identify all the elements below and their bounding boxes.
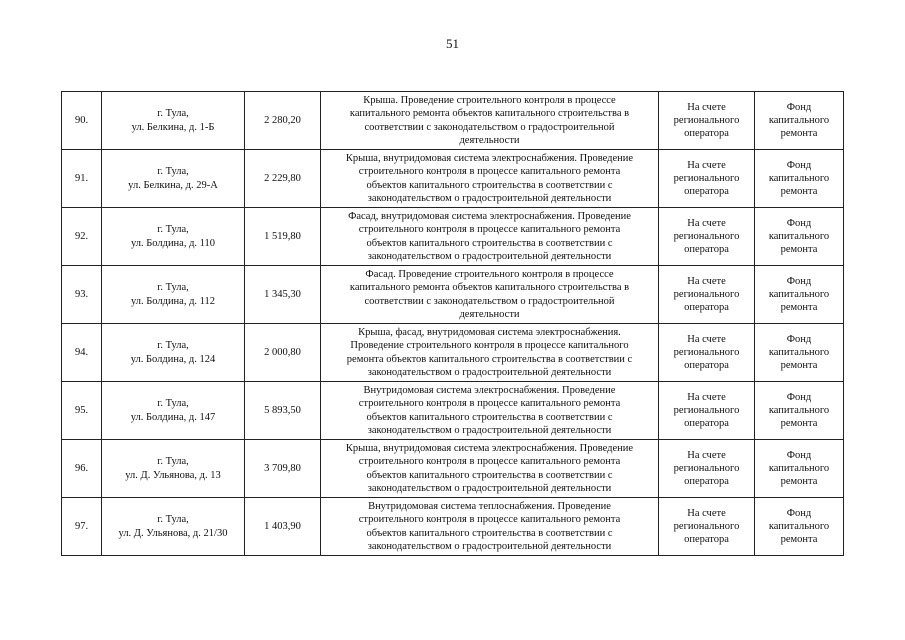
work-description-cell [321, 92, 659, 150]
account-line: регионального [673, 462, 740, 474]
work-description-line: соответствии с законодательством о градостроительной [364, 295, 615, 307]
work-description-cell [321, 440, 659, 498]
account-cell [659, 498, 755, 556]
row-number: 93. [74, 288, 89, 300]
address-cell [102, 208, 245, 266]
address-street: ул. Белкина, д. 1-Б [131, 121, 215, 133]
fund-cell [755, 208, 844, 266]
fund-cell [755, 150, 844, 208]
area-cell [245, 208, 321, 266]
account-line: На счете [687, 507, 726, 519]
work-description-line: Крыша, внутридомовая система электроснабжения. Проведение [345, 442, 634, 454]
address-city: г. Тула, [157, 340, 189, 352]
fund-line: Фонд [786, 101, 812, 113]
work-description-line: законодательством о градостроительной деятельности [367, 192, 612, 204]
account-line: На счете [687, 333, 726, 345]
row-number: 94. [74, 346, 89, 358]
row-number: 91. [74, 172, 89, 184]
fund-line: ремонта [780, 418, 818, 430]
address-city: г. Тула, [157, 108, 189, 120]
work-description-cell [321, 150, 659, 208]
page-number: 51 [446, 36, 459, 51]
account-cell [659, 150, 755, 208]
work-description-line: объектов капитального строительства в соответствии с [366, 527, 613, 539]
table-row [62, 266, 844, 324]
fund-cell [755, 324, 844, 382]
account-line: На счете [687, 391, 726, 403]
row-number-cell [62, 440, 102, 498]
row-number: 96. [74, 462, 89, 474]
work-description-line: законодательством о градостроительной деятельности [367, 366, 612, 378]
work-description-cell [321, 208, 659, 266]
fund-line: Фонд [786, 275, 812, 287]
fund-line: капитального [768, 346, 830, 358]
fund-cell [755, 92, 844, 150]
area-value: 1 403,90 [264, 520, 301, 532]
work-description-cell [321, 498, 659, 556]
fund-line: Фонд [786, 159, 812, 171]
work-description-cell [321, 324, 659, 382]
area-cell [245, 324, 321, 382]
address-cell [102, 324, 245, 382]
work-description-line: деятельности [459, 308, 520, 320]
area-value: 2 000,80 [264, 346, 301, 358]
row-number: 90. [74, 114, 89, 126]
area-value: 1 519,80 [264, 230, 301, 242]
fund-line: ремонта [780, 186, 818, 198]
fund-line: ремонта [780, 360, 818, 372]
area-cell [245, 92, 321, 150]
account-line: регионального [673, 520, 740, 532]
fund-line: Фонд [786, 333, 812, 345]
fund-cell [755, 440, 844, 498]
fund-line: Фонд [786, 391, 812, 403]
address-street: ул. Болдина, д. 110 [130, 237, 216, 249]
account-line: регионального [673, 114, 740, 126]
address-city: г. Тула, [157, 398, 189, 410]
address-street: ул. Болдина, д. 147 [130, 411, 216, 423]
table-row [62, 440, 844, 498]
account-line: регионального [673, 288, 740, 300]
table-row [62, 208, 844, 266]
fund-cell [755, 266, 844, 324]
fund-line: капитального [768, 114, 830, 126]
work-description-line: строительного контроля в процессе капитального ремонта [358, 456, 621, 468]
row-number-cell [62, 498, 102, 556]
fund-line: ремонта [780, 128, 818, 140]
account-line: На счете [687, 449, 726, 461]
work-description-line: законодательством о градостроительной деятельности [367, 424, 612, 436]
row-number-cell [62, 382, 102, 440]
work-description-line: капитального ремонта объектов капитального строительства в [349, 108, 630, 120]
work-description-line: соответствии с законодательством о градостроительной [364, 121, 615, 133]
table-row [62, 92, 844, 150]
work-description-line: объектов капитального строительства в соответствии с [366, 179, 613, 191]
account-cell [659, 382, 755, 440]
address-street: ул. Болдина, д. 112 [130, 295, 216, 307]
account-line: На счете [687, 275, 726, 287]
address-cell [102, 440, 245, 498]
address-street: ул. Болдина, д. 124 [130, 353, 216, 365]
row-number-cell [62, 208, 102, 266]
account-line: На счете [687, 159, 726, 171]
area-cell [245, 498, 321, 556]
work-description-line: Проведение строительного контроля в процессе капитального [350, 340, 629, 352]
table-row [62, 498, 844, 556]
account-cell [659, 92, 755, 150]
fund-line: Фонд [786, 507, 812, 519]
work-description-line: Крыша, внутридомовая система электроснабжения. Проведение [345, 152, 634, 164]
fund-line: капитального [768, 520, 830, 532]
fund-line: капитального [768, 230, 830, 242]
row-number-cell [62, 324, 102, 382]
fund-line: ремонта [780, 534, 818, 546]
area-value: 2 280,20 [264, 114, 301, 126]
fund-line: капитального [768, 172, 830, 184]
fund-line: Фонд [786, 449, 812, 461]
area-cell [245, 150, 321, 208]
account-cell [659, 208, 755, 266]
account-cell [659, 440, 755, 498]
work-description-line: ремонта объектов капитального строительства в соответствии с [346, 353, 633, 365]
account-line: оператора [684, 534, 729, 546]
account-line: оператора [684, 128, 729, 140]
work-description-line: Крыша, фасад, внутридомовая система электроснабжения. [358, 326, 621, 338]
work-description-line: строительного контроля в процессе капитального ремонта [358, 166, 621, 178]
area-cell [245, 440, 321, 498]
work-description-cell [321, 382, 659, 440]
work-description-line: законодательством о градостроительной деятельности [367, 540, 612, 552]
address-city: г. Тула, [157, 224, 189, 236]
area-cell [245, 266, 321, 324]
account-line: оператора [684, 418, 729, 430]
fund-line: ремонта [780, 302, 818, 314]
fund-cell [755, 382, 844, 440]
work-description-line: объектов капитального строительства в соответствии с [366, 237, 613, 249]
address-cell [102, 382, 245, 440]
area-cell [245, 382, 321, 440]
address-street: ул. Д. Ульянова, д. 21/30 [118, 527, 228, 539]
work-description-line: капитального ремонта объектов капитального строительства в [349, 282, 630, 294]
work-description-line: Фасад. Проведение строительного контроля в процессе [365, 268, 614, 280]
address-cell [102, 498, 245, 556]
fund-line: капитального [768, 462, 830, 474]
work-description-line: строительного контроля в процессе капитального ремонта [358, 398, 621, 410]
address-cell [102, 150, 245, 208]
work-description-line: объектов капитального строительства в соответствии с [366, 411, 613, 423]
row-number-cell [62, 92, 102, 150]
work-description-line: Фасад, внутридомовая система электроснабжения. Проведение [348, 210, 631, 222]
row-number-cell [62, 150, 102, 208]
table-body [62, 92, 844, 556]
fund-line: капитального [768, 288, 830, 300]
area-value: 3 709,80 [264, 462, 301, 474]
account-cell [659, 266, 755, 324]
account-line: регионального [673, 230, 740, 242]
row-number: 95. [74, 404, 89, 416]
fund-line: ремонта [780, 244, 818, 256]
work-description-line: строительного контроля в процессе капитального ремонта [358, 224, 621, 236]
fund-cell [755, 498, 844, 556]
address-cell [102, 266, 245, 324]
work-description-line: Крыша. Проведение строительного контроля в процессе [363, 94, 616, 106]
work-description-line: строительного контроля в процессе капитального ремонта [358, 514, 621, 526]
account-line: На счете [687, 101, 726, 113]
account-line: регионального [673, 172, 740, 184]
area-value: 2 229,80 [264, 172, 301, 184]
repair-program-table [61, 91, 844, 556]
table-row [62, 324, 844, 382]
row-number: 97. [74, 520, 89, 532]
account-line: оператора [684, 360, 729, 372]
address-city: г. Тула, [157, 282, 189, 294]
work-description-line: законодательством о градостроительной деятельности [367, 250, 612, 262]
work-description-line: объектов капитального строительства в соответствии с [366, 469, 613, 481]
account-line: регионального [673, 346, 740, 358]
address-cell [102, 92, 245, 150]
work-description-cell [321, 266, 659, 324]
account-line: На счете [687, 217, 726, 229]
account-line: регионального [673, 404, 740, 416]
row-number-cell [62, 266, 102, 324]
area-value: 1 345,30 [264, 288, 301, 300]
work-description-line: Внутридомовая система электроснабжения. Проведение [363, 384, 616, 396]
table-row [62, 150, 844, 208]
account-line: оператора [684, 476, 729, 488]
account-cell [659, 324, 755, 382]
work-description-line: Внутридомовая система теплоснабжения. Проведение [368, 500, 611, 512]
table-row [62, 382, 844, 440]
area-value: 5 893,50 [264, 404, 301, 416]
account-line: оператора [684, 244, 729, 256]
address-city: г. Тула, [157, 456, 189, 468]
fund-line: ремонта [780, 476, 818, 488]
row-number: 92. [74, 230, 89, 242]
address-city: г. Тула, [157, 514, 189, 526]
account-line: оператора [684, 302, 729, 314]
work-description-line: деятельности [459, 134, 520, 146]
fund-line: Фонд [786, 217, 812, 229]
fund-line: капитального [768, 404, 830, 416]
work-description-line: законодательством о градостроительной деятельности [367, 482, 612, 494]
address-street: ул. Д. Ульянова, д. 13 [125, 469, 221, 481]
account-line: оператора [684, 186, 729, 198]
address-street: ул. Белкина, д. 29-А [128, 179, 218, 191]
address-city: г. Тула, [157, 166, 189, 178]
